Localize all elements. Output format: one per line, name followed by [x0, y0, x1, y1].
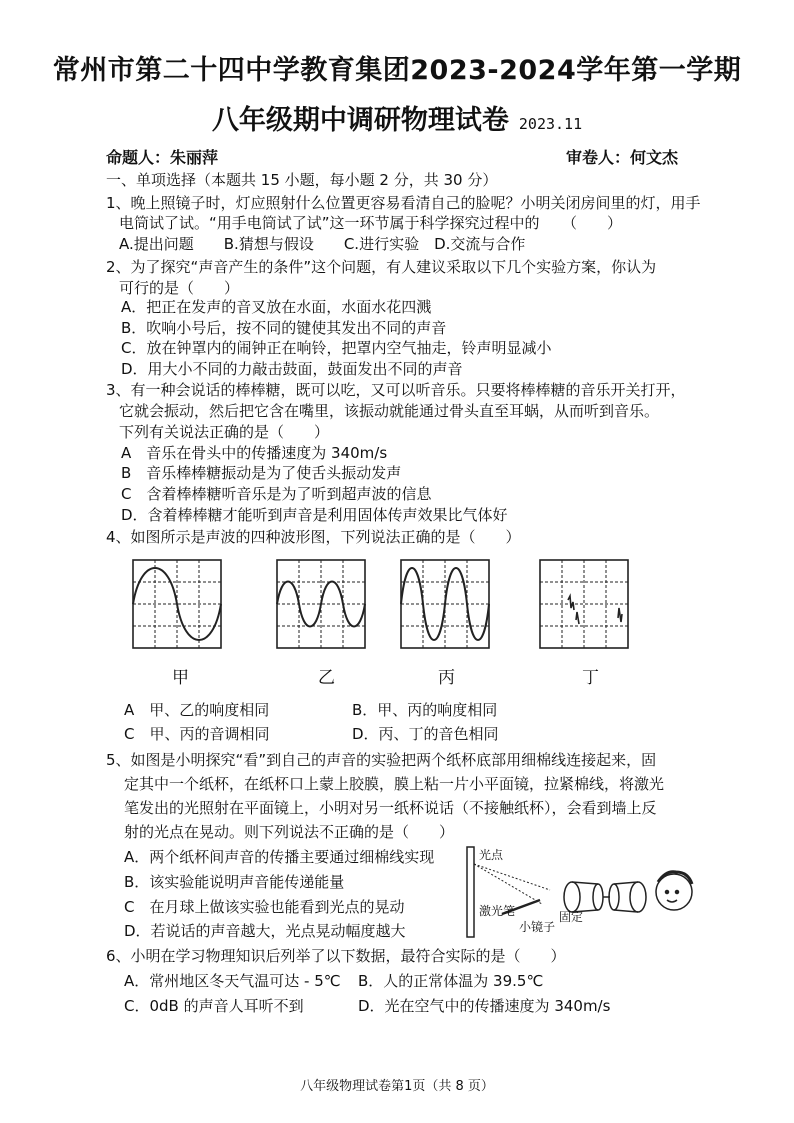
waveform-yi-grid — [277, 560, 365, 648]
q1-line1: 1、晚上照镜子时，灯应照射什么位置更容易看清自己的脸呢？小明关闭房间里的灯，用手 — [106, 194, 701, 212]
q4-option-b: B．甲、丙的响度相同 — [352, 701, 498, 719]
q3-option-c: C 含着棒棒糖听音乐是为了听到超声波的信息 — [121, 485, 432, 503]
q1-line2: 电筒试了试。“用手电筒试了试”这一环节属于科学探究过程中的 （ ） — [119, 214, 623, 232]
q2-option-b: B．吹响小号后，按不同的键使其发出不同的声音 — [121, 319, 447, 337]
waveform-bing-grid — [401, 560, 489, 648]
q6-option-c: C．0dB 的声音人耳听不到 — [124, 997, 304, 1015]
waveform-bing — [401, 568, 489, 640]
q3-option-b: B 音乐棒棒糖振动是为了使舌头振动发声 — [121, 464, 402, 482]
q2-option-c: C．放在钟罩内的闹钟正在响铃，把罩内空气抽走，铃声明显减小 — [121, 339, 552, 357]
q4-option-a: A 甲、乙的响度相同 — [124, 701, 270, 719]
wall — [467, 847, 474, 937]
q2-option-d: D．用大小不同的力敲击鼓面，鼓面发出不同的声音 — [121, 360, 463, 378]
q5-line4: 射的光点在晃动。则下列说法不正确的是（ ） — [124, 823, 455, 841]
fixed-label: 固定 — [559, 910, 584, 924]
waveform-figures — [0, 555, 794, 695]
page-footer: 八年级物理试卷第1页（共 8 页） — [300, 1079, 494, 1094]
q6-line1: 6、小明在学习物理知识后列举了以下数据，最符合实际的是（ ） — [106, 947, 566, 965]
section-heading: 一、单项选择（本题共 15 小题，每小题 2 分，共 30 分） — [106, 171, 498, 189]
waveform-yi — [277, 582, 365, 627]
q6-option-b: B．人的正常体温为 39.5℃ — [358, 972, 544, 990]
q2-option-a: A．把正在发声的音叉放在水面，水面水花四溅 — [121, 298, 432, 316]
q3-option-a: A 音乐在骨头中的传播速度为 340m/s — [121, 444, 388, 462]
q5-line1: 5、如图是小明探究“看”到自己的声音的实验把两个纸杯底部用细棉线连接起来，固 — [106, 751, 657, 769]
q5-line3: 笔发出的光照射在平面镜上，小明对另一纸杯说话（不接触纸杯），会看到墙上反 — [124, 799, 657, 817]
q3-line1: 3、有一种会说话的棒棒糖，既可以吃，又可以听音乐。只要将棒棒糖的音乐开关打开， — [106, 381, 686, 399]
q4-option-c: C 甲、丙的音调相同 — [124, 725, 270, 743]
paper-cup-talk — [630, 882, 646, 912]
q5-option-d: D．若说话的声音越大，光点晃动幅度越大 — [124, 922, 406, 940]
exam-subtitle: 八年级期中调研物理试卷 — [211, 105, 509, 136]
q6-option-a: A．常州地区冬天气温可达 - 5℃ — [124, 972, 341, 990]
reviewer-line: 审卷人：何文杰 — [566, 148, 679, 167]
light-spot-label: 光点 — [479, 848, 504, 862]
q5-line2: 定其中一个纸杯，在纸杯口上蒙上胶膜，膜上粘一片小平面镜，拉紧棉线，将激光 — [124, 775, 665, 793]
mirror-label: 小镜子 — [519, 920, 556, 934]
q3-line2: 它就会振动，然后把它含在嘴里，该振动就能通过骨头直至耳蜗，从而听到音乐。 — [119, 402, 660, 420]
laser-label: 激光笔 — [479, 904, 516, 918]
q3-line3: 下列有关说法正确的是（ ） — [119, 423, 330, 441]
q3-option-d: D．含着棒棒糖才能听到声音是利用固体传声效果比气体好 — [121, 506, 508, 524]
waveform-ding — [568, 596, 622, 624]
q2-line1: 2、为了探究“声音产生的条件”这个问题，有人建议采取以下几个实验方案，你认为 — [106, 258, 657, 276]
q2-line2: 可行的是（ ） — [119, 279, 240, 297]
waveform-label-jia: 甲 — [172, 668, 189, 688]
waveform-label-yi: 乙 — [318, 668, 335, 688]
waveform-label-bing: 丙 — [438, 668, 455, 688]
q6-option-d: D．光在空气中的传播速度为 340m/s — [358, 997, 611, 1015]
q1-options: A.提出问题 B.猜想与假设 C.进行实验 D.交流与合作 — [119, 235, 526, 253]
waveform-jia — [133, 568, 221, 640]
exam-date: 2023.11 — [518, 115, 583, 133]
exam-title-sub — [0, 98, 794, 137]
waveform-jia-grid — [133, 560, 221, 648]
waveform-ding-grid — [540, 560, 628, 648]
q4-line1: 4、如图所示是声波的四种波形图，下列说法正确的是（ ） — [106, 528, 521, 546]
waveform-label-ding: 丁 — [582, 668, 599, 688]
q5-option-a: A．两个纸杯间声音的传播主要通过细棉线实现 — [124, 848, 435, 866]
author-line: 命题人：朱丽萍 — [106, 148, 219, 167]
q5-option-c: C 在月球上做该实验也能看到光点的晃动 — [124, 898, 405, 916]
exam-title-main: 常州市第二十四中学教育集团2023-2024学年第一学期 — [52, 55, 742, 86]
q5-option-b: B．该实验能说明声音能传递能量 — [124, 873, 345, 891]
q4-option-d: D．丙、丁的音色相同 — [352, 725, 499, 743]
